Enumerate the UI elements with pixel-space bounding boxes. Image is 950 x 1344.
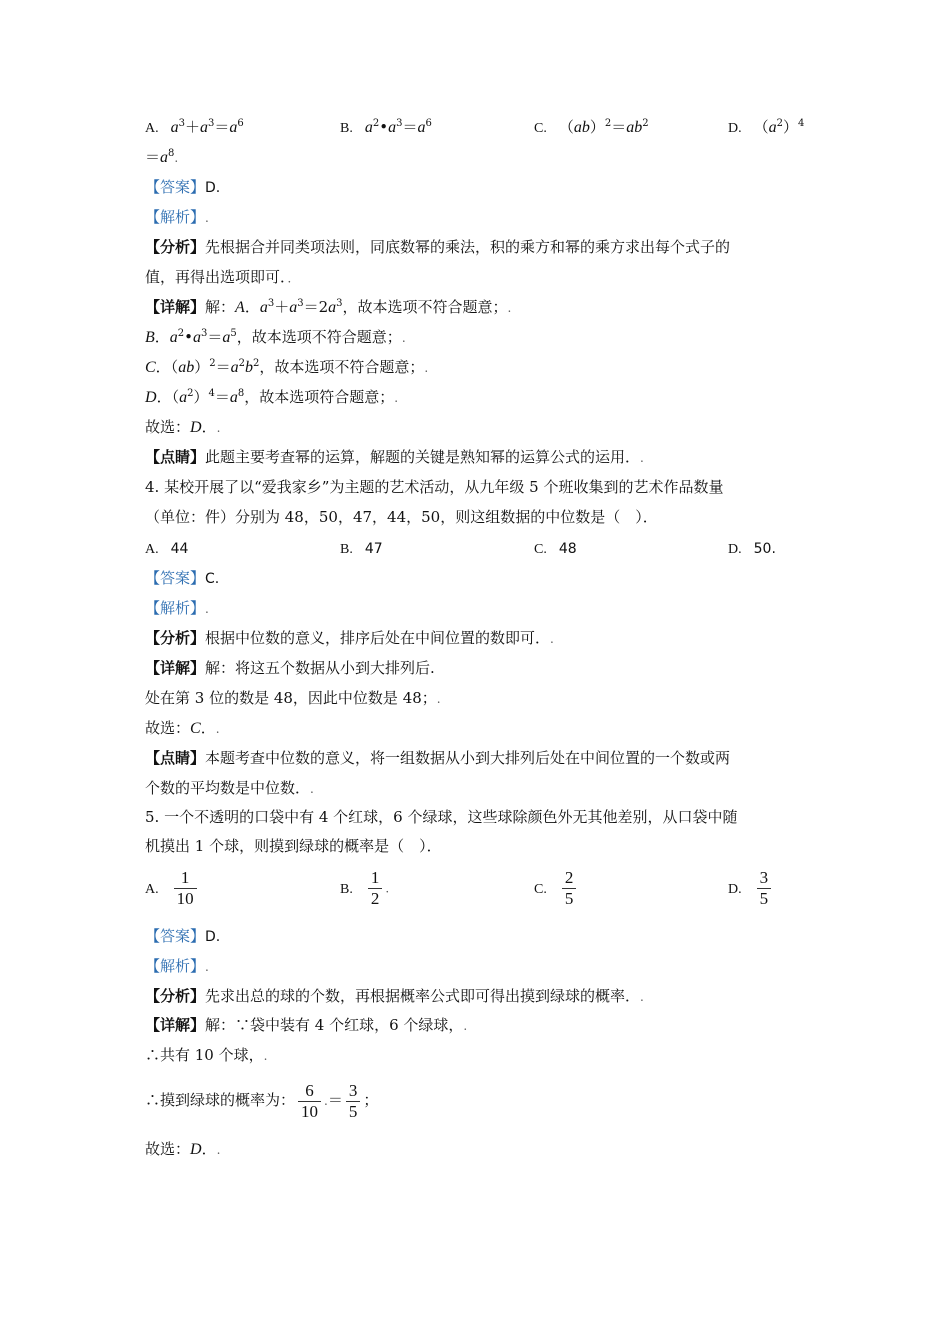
- q3-detail-a: 【详解】解：A．$a^3+a^3=2a^3$，故本选项不符合题意；.: [145, 298, 512, 316]
- fraction: [298, 1081, 321, 1122]
- option-label: C.: [534, 881, 547, 897]
- fraction: [562, 868, 577, 909]
- dianjing-tag: 【点睛】: [145, 448, 206, 466]
- q4-dianjing-2: 个数的平均数是中位数．.: [145, 779, 314, 797]
- option-label: B.: [340, 542, 353, 557]
- fraction-numerator: 1: [370, 868, 380, 887]
- fenxi-tag: 【分析】: [145, 987, 206, 1005]
- fenxi-text: 根据中位数的意义，排序后处在中间位置的数即可．: [205, 629, 551, 647]
- fraction: [368, 868, 383, 909]
- option-label: C.: [534, 542, 547, 557]
- fraction-numerator: 3: [348, 1080, 358, 1100]
- choose-label: 故选：: [145, 1140, 191, 1158]
- xiangjie-prefix: 解：: [205, 298, 236, 316]
- fraction-denominator: 5: [562, 888, 577, 909]
- fraction-denominator: 2: [368, 888, 383, 909]
- analysis-tag: 【解析】: [145, 208, 206, 226]
- total-text: ∴共有 10 个球，: [145, 1046, 264, 1064]
- analysis-tag: 【解析】: [145, 957, 206, 975]
- q5-option-b: B. $\frac{1}{2}$ .: [340, 868, 390, 908]
- q3-option-d-continued: $=a^8$.: [145, 148, 179, 166]
- equals-sign: ＝: [327, 1091, 343, 1109]
- option-label: A.: [145, 881, 159, 897]
- option-label: C.: [534, 121, 547, 136]
- analysis-tag: 【解析】: [145, 599, 206, 617]
- q4-dianjing: [145, 747, 730, 769]
- semicolon: ；: [363, 1091, 379, 1109]
- fraction-numerator: 3: [759, 868, 769, 887]
- dianjing-text: 本题考查中位数的意义，将一组数据从小到大排列后处在中间位置的一个数或两: [205, 749, 731, 767]
- option-label: A.: [145, 542, 159, 557]
- option-label: B.: [340, 881, 353, 897]
- detail-a-note: ，故本选项不符合题意；: [342, 298, 508, 316]
- dianjing-text-2: 个数的平均数是中位数．: [145, 779, 311, 797]
- q4-choose: 故选：C．.: [145, 719, 220, 737]
- q4-answer: [145, 567, 219, 590]
- xiangjie-text-2: 处在第 3 位的数是 48，因此中位数是 48；: [145, 689, 437, 707]
- option-label: B.: [340, 121, 353, 136]
- option-label: D.: [728, 881, 742, 897]
- q5-analysis-tag: 【解析】.: [145, 957, 209, 975]
- fraction-numerator: 1: [180, 868, 190, 887]
- fenxi-text-2: 值，再得出选项即可．: [145, 268, 288, 286]
- q3-detail-d: D．$(a^2)^4=a^8$，故本选项符合题意；.: [145, 388, 399, 406]
- q5-fenxi: 【分析】先求出总的球的个数，再根据概率公式即可得出摸到绿球的概率．.: [145, 987, 644, 1005]
- q4-analysis-tag: 【解析】.: [145, 599, 209, 617]
- q4-fenxi: 【分析】根据中位数的意义，排序后处在中间位置的数即可．.: [145, 629, 554, 647]
- fenxi-text: 先求出总的球的个数，再根据概率公式即可得出摸到绿球的概率．: [205, 987, 641, 1005]
- q3-option-b: B. $a^2•a^3=a^6$: [340, 118, 432, 136]
- option-text: 44: [170, 541, 189, 557]
- detail-c-note: ，故本选项不符合题意；: [259, 358, 425, 376]
- q5-stem-1: 5. 一个不透明的口袋中有 4 个红球，6 个绿球，这些球除颜色外无其他差别，从口袋中随: [145, 808, 738, 826]
- fraction: [757, 868, 772, 909]
- q5-probability: ∴摸到绿球的概率为： $\frac{6}{10}$ .＝ $\frac{3}{5}$ ；: [145, 1080, 379, 1121]
- fraction-denominator: 10: [298, 1101, 321, 1122]
- answer-value: C.: [205, 571, 220, 587]
- q3-fenxi: [145, 236, 730, 258]
- fenxi-tag: 【分析】: [145, 238, 206, 256]
- fraction-numerator: 2: [564, 868, 574, 887]
- xiangjie-tag: 【详解】: [145, 298, 206, 316]
- fraction: [346, 1081, 361, 1122]
- fraction-denominator: 10: [174, 888, 197, 909]
- dianjing-tag: 【点睛】: [145, 749, 206, 767]
- q4-option-c: [534, 537, 577, 561]
- option-label: D.: [728, 121, 742, 136]
- q3-option-a: A. $a^3+a^3=a^6$: [145, 118, 244, 136]
- xiangjie-text: 解：将这五个数据从小到大排列后.: [205, 659, 435, 677]
- q4-option-a: [145, 537, 188, 561]
- fraction-numerator: 6: [305, 1080, 314, 1100]
- q4-option-d: [728, 537, 776, 561]
- choose-answer: D: [190, 1141, 202, 1158]
- dianjing-text: 此题主要考查幂的运算，解题的关键是熟知幂的运算公式的运用．: [205, 448, 641, 466]
- q3-dianjing: 【点睛】此题主要考查幂的运算，解题的关键是熟知幂的运算公式的运用．.: [145, 448, 644, 466]
- q3-fenxi-2: 值，再得出选项即可．．: [145, 268, 300, 286]
- q4-xiangjie-2: 处在第 3 位的数是 48，因此中位数是 48；.: [145, 689, 441, 707]
- answer-tag: 【答案】: [145, 569, 206, 587]
- detail-d-note: ，故本选项符合题意；: [244, 388, 395, 406]
- answer-tag: 【答案】: [145, 178, 206, 196]
- q5-option-a: [145, 868, 200, 909]
- xiangjie-tag: 【详解】: [145, 659, 206, 677]
- answer-value: D.: [205, 929, 221, 945]
- q3-choose: 故选：D．.: [145, 418, 221, 436]
- option-label: D.: [728, 542, 742, 557]
- detail-b-note: ，故本选项不符合题意；: [236, 328, 402, 346]
- choose-label: 故选：: [145, 418, 191, 436]
- probability-prefix: ∴摸到绿球的概率为：: [145, 1091, 296, 1109]
- option-label: A.: [145, 121, 159, 136]
- fraction-denominator: 5: [757, 888, 772, 909]
- fenxi-tag: 【分析】: [145, 629, 206, 647]
- q4-stem-1: 4. 某校开展了以“爱我家乡”为主题的艺术活动，从九年级 5 个班收集到的艺术作品数量: [145, 478, 724, 496]
- q3-option-c: C. $(ab)^2=ab^2$: [534, 118, 649, 136]
- choose-answer: D: [190, 419, 202, 436]
- q5-option-d: [728, 868, 774, 909]
- q4-option-b: [340, 537, 383, 561]
- answer-value: D.: [205, 180, 221, 196]
- fraction: [174, 868, 197, 909]
- fraction-denominator: 5: [346, 1101, 361, 1122]
- q5-answer: [145, 925, 220, 948]
- q3-analysis-tag: 【解析】.: [145, 208, 209, 226]
- q3-detail-c: C．$(ab)^2=a^2b^2$，故本选项不符合题意；.: [145, 358, 429, 376]
- choose-label: 故选：: [145, 719, 191, 737]
- xiangjie-text: 解：∵袋中装有 4 个红球，6 个绿球，: [205, 1016, 464, 1034]
- q5-option-c: [534, 868, 579, 909]
- answer-tag: 【答案】: [145, 927, 206, 945]
- q3-answer: [145, 176, 220, 199]
- option-text: 47: [364, 541, 383, 557]
- q5-choose: 故选：D．.: [145, 1140, 221, 1158]
- q5-stem-2: 机摸出 1 个球，则摸到绿球的概率是（ ）．: [145, 837, 442, 855]
- option-text: 48: [558, 541, 577, 557]
- q5-xiangjie: 【详解】解：∵袋中装有 4 个红球，6 个绿球，.: [145, 1016, 468, 1034]
- option-text: 50.: [753, 541, 776, 557]
- q5-total: ∴共有 10 个球，.: [145, 1046, 268, 1064]
- q3-option-d: D. $(a^2)^4$: [728, 118, 805, 136]
- q4-stem-2: （单位：件）分别为 48，50，47，44，50，则这组数据的中位数是（ ）．: [145, 508, 658, 526]
- choose-answer: C: [190, 720, 201, 737]
- q3-detail-b: B．$a^2•a^3=a^5$，故本选项不符合题意；.: [145, 328, 406, 346]
- fenxi-text: 先根据合并同类项法则，同底数幂的乘法，积的乘方和幂的乘方求出每个式子的: [205, 238, 731, 256]
- xiangjie-tag: 【详解】: [145, 1016, 206, 1034]
- q4-xiangjie: [145, 657, 435, 679]
